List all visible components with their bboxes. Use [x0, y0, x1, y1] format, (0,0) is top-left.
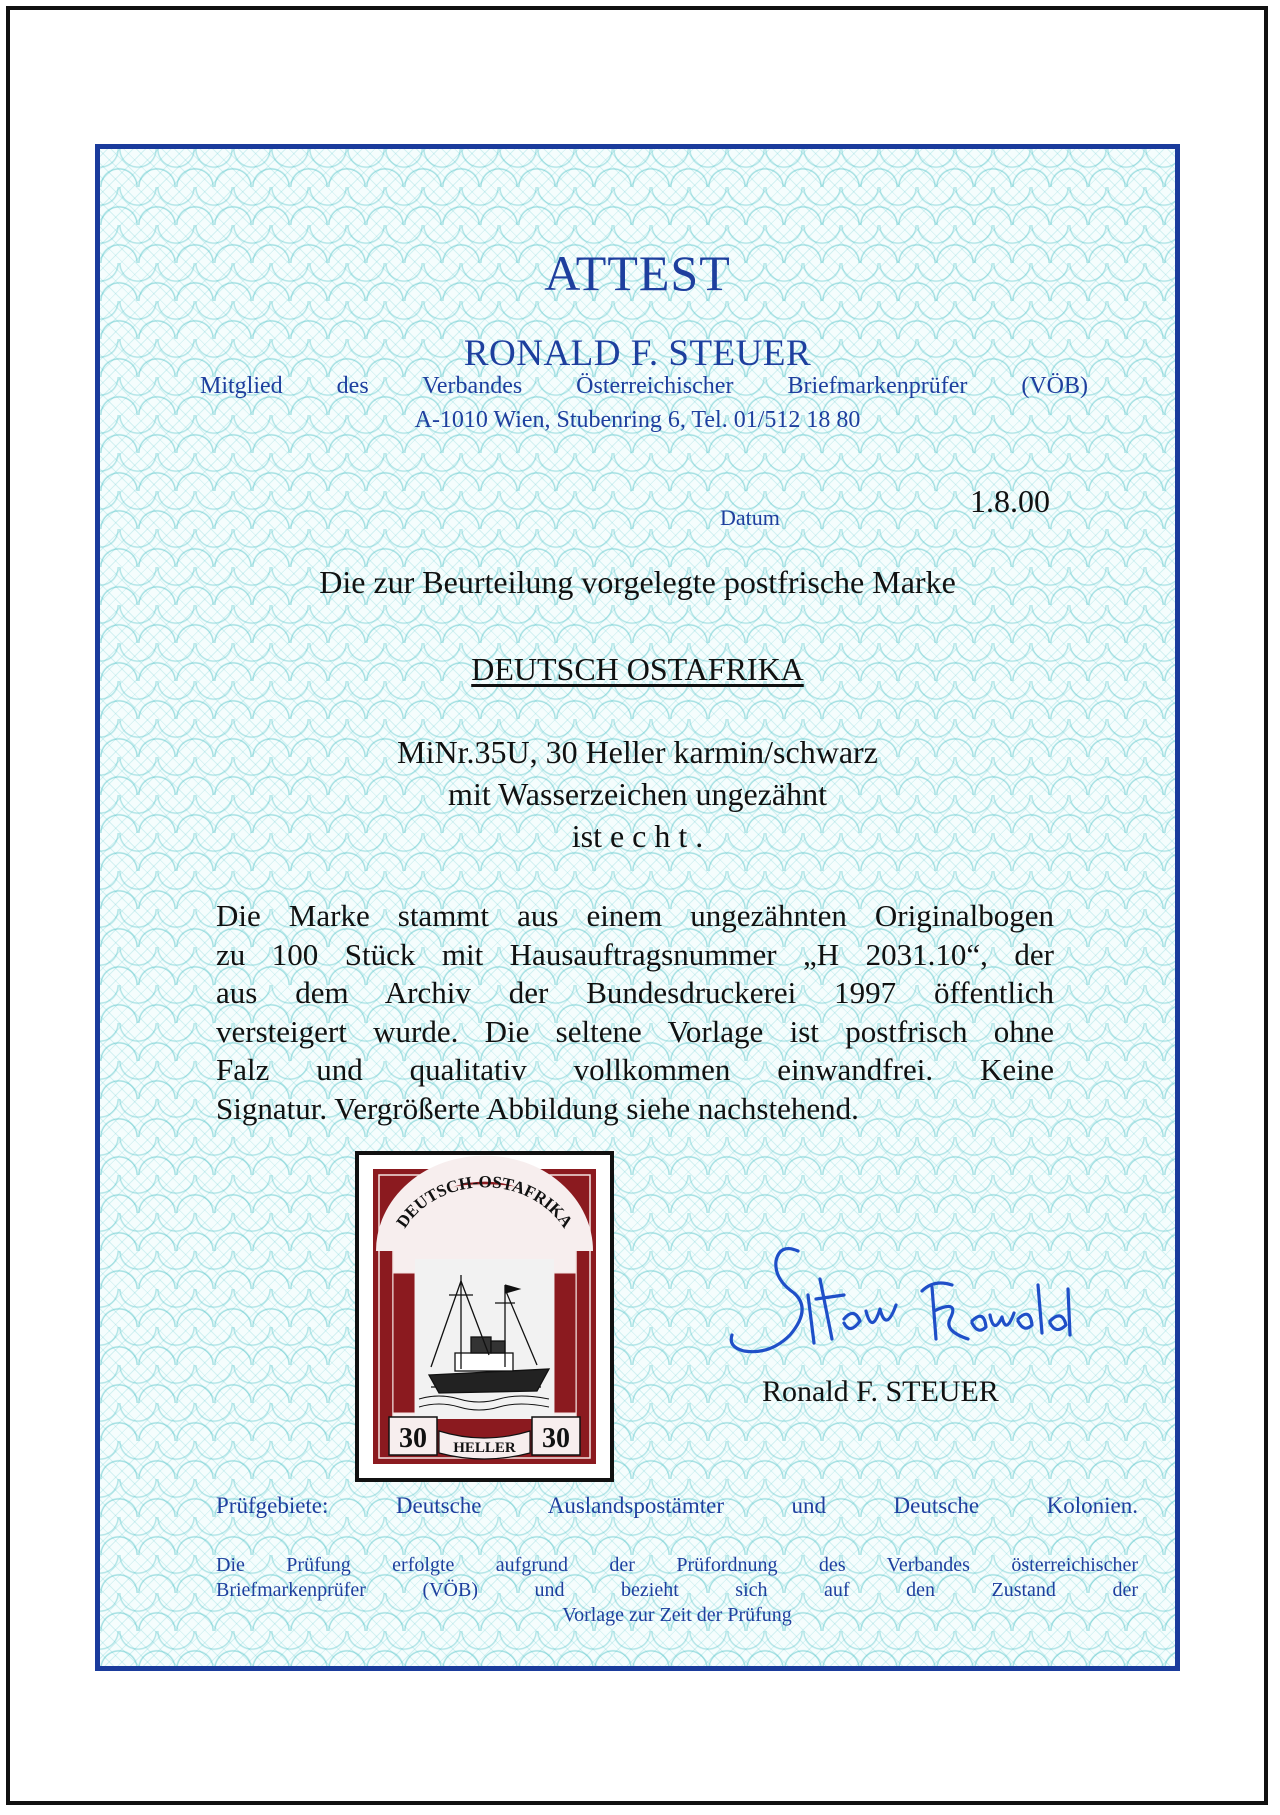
- membership-line: Mitglied des Verbandes Österreichischer Briefmarkenprüfer (VÖB): [200, 373, 1088, 399]
- examination-note: [216, 1553, 1138, 1628]
- date-label: Datum: [720, 505, 780, 530]
- stamp-top-text: DEUTSCH-OSTAFRIKA: [392, 1172, 577, 1232]
- paragraph-line: versteigert wurde. Die seltene Vorlage ist postfrisch ohne: [216, 1013, 1054, 1049]
- country-heading: DEUTSCH OSTAFRIKA: [471, 651, 804, 687]
- paragraph-line: Die Marke stammt aus einem ungezähnten Originalbogen: [216, 898, 1054, 933]
- paragraph-line: Signatur. Vergrößerte Abbildung siehe nachstehend.: [216, 1090, 859, 1126]
- stamp-value-right: 30: [542, 1423, 570, 1454]
- watermark-line: mit Wasserzeichen ungezähnt: [448, 776, 827, 812]
- note-line: Vorlage zur Zeit der Prüfung: [562, 1604, 792, 1626]
- handwritten-signature: [720, 1239, 1100, 1359]
- stamp-value-left: 30: [399, 1423, 427, 1454]
- note-line: Die Prüfung erfolgte aufgrund der Prüfordnung des Verbandes österreichischer: [216, 1554, 1138, 1576]
- paragraph-line: Falz und qualitativ vollkommen einwandfrei. Keine: [216, 1052, 1054, 1087]
- certificate-title: ATTEST: [544, 245, 731, 301]
- stamp-bottom-text: HELLER: [453, 1440, 516, 1456]
- intro-text: Die zur Beurteilung vorgelegte postfrische Marke: [319, 564, 956, 600]
- examiner-name: RONALD F. STEUER: [463, 333, 812, 374]
- date-value: 1.8.00: [970, 483, 1050, 519]
- stamp-image: [355, 1151, 614, 1482]
- address-line: A-1010 Wien, Stubenring 6, Tel. 01/512 18 80: [414, 407, 861, 433]
- signature-name: Ronald F. STEUER: [762, 1375, 999, 1408]
- examination-areas: Prüfgebiete: Deutsche Auslandspostämter und Deutsche Kolonien.: [216, 1493, 1138, 1518]
- paragraph-line: zu 100 Stück mit Hausauftragsnummer „H 2031.10“, der: [216, 936, 1054, 972]
- stamp-illustration: [359, 1155, 610, 1478]
- note-line: Briefmarkenprüfer (VÖB) und bezieht sich auf den Zustand der: [216, 1579, 1138, 1601]
- verdict-line: ist e c h t .: [571, 818, 704, 854]
- description-paragraph: [216, 897, 1054, 1128]
- catalog-line: MiNr.35U, 30 Heller karmin/schwarz: [397, 734, 878, 770]
- paragraph-line: aus dem Archiv der Bundesdruckerei 1997 öffentlich: [216, 975, 1054, 1010]
- certificate: [95, 144, 1180, 1671]
